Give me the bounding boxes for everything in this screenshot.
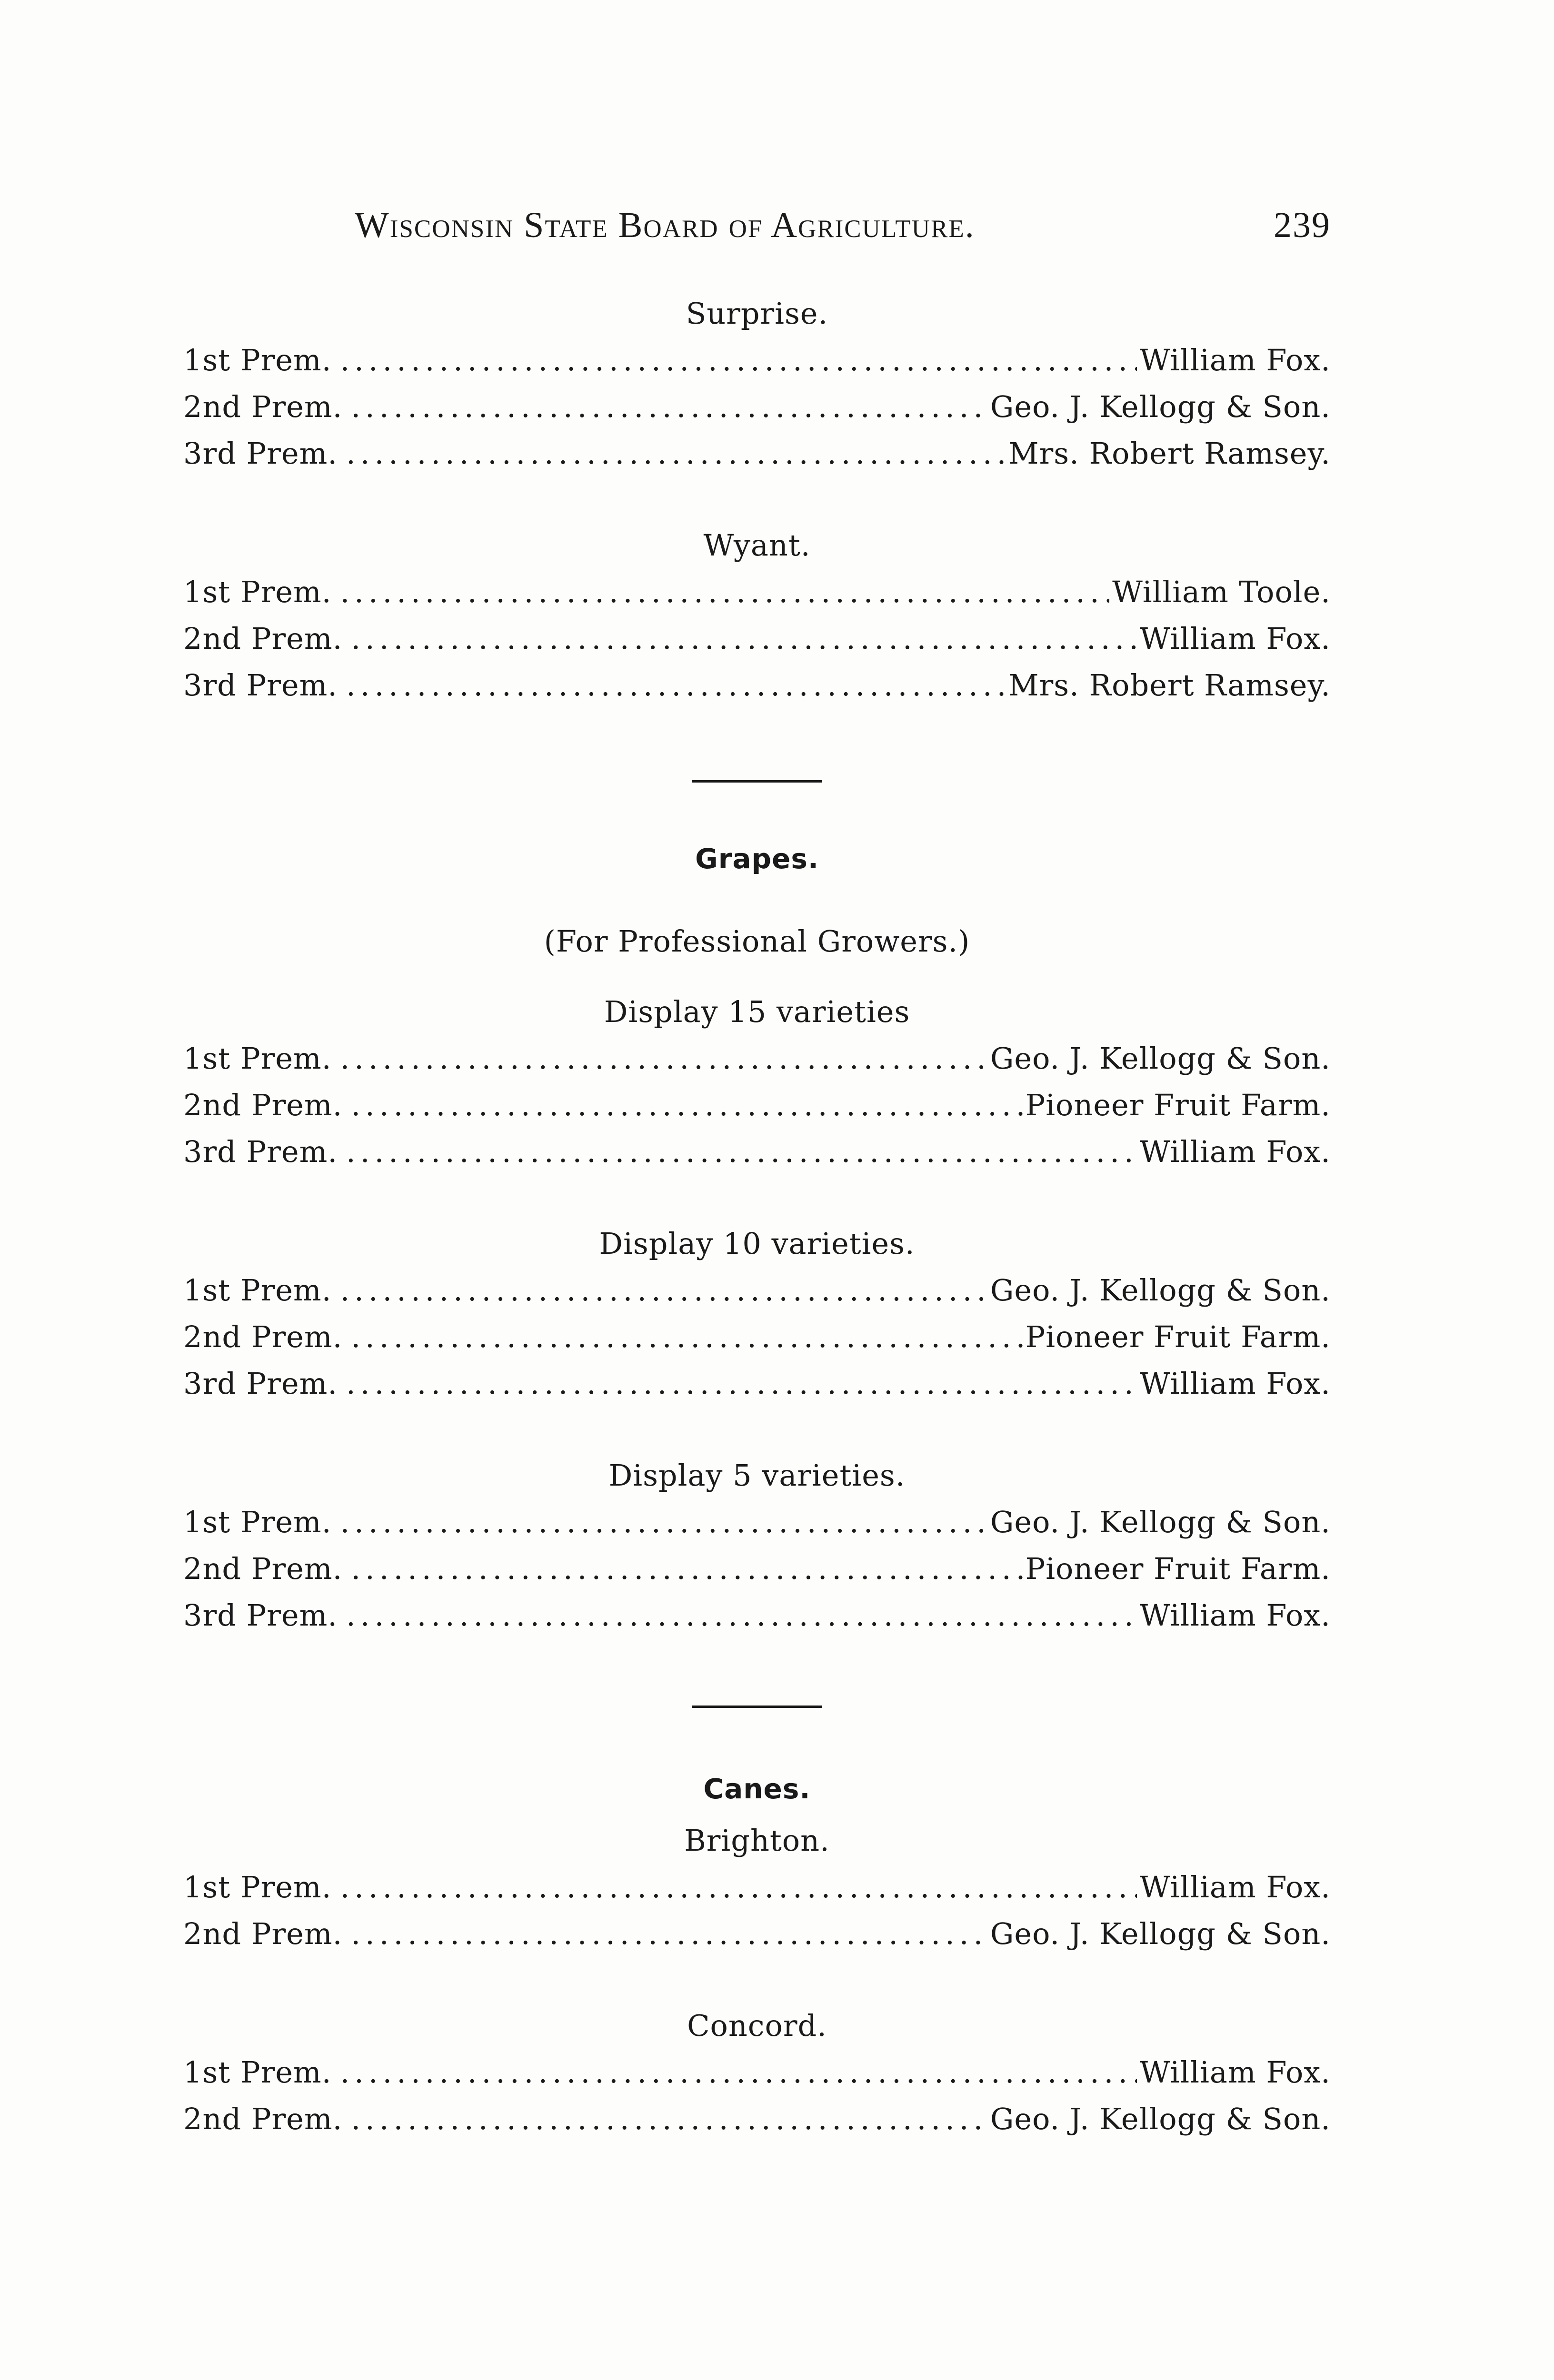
section-divider — [183, 1639, 1331, 1763]
premium-label: 1st Prem. — [183, 575, 332, 609]
premium-winner: Geo. J. Kellogg & Son. — [990, 1916, 1331, 1951]
premium-row — [183, 2049, 1331, 2096]
premium-label: 1st Prem. — [183, 343, 332, 377]
subsection-heading: Display 10 varieties. — [599, 1226, 915, 1261]
premium-winner: Pioneer Fruit Farm. — [1025, 1088, 1331, 1122]
page-content — [183, 290, 1331, 2142]
premium-label: 2nd Prem. — [183, 389, 343, 424]
premium-winner: William Fox. — [1139, 1366, 1331, 1401]
dot-leader — [346, 430, 1006, 477]
spacer — [183, 965, 1331, 989]
section-heading: Canes. — [703, 1773, 811, 1805]
premium-row — [183, 1911, 1331, 1957]
dot-leader — [340, 337, 1137, 384]
premium-row — [183, 1082, 1331, 1129]
spacer — [183, 885, 1331, 918]
spacer — [183, 477, 1331, 522]
premium-winner: William Fox. — [1139, 1598, 1331, 1633]
dot-leader — [346, 662, 1006, 709]
dot-leader — [351, 1082, 1022, 1129]
subsection-heading: Concord. — [687, 2008, 827, 2043]
premium-winner: Geo. J. Kellogg & Son. — [990, 1505, 1331, 1539]
dot-leader — [351, 2096, 987, 2142]
premium-winner: Geo. J. Kellogg & Son. — [990, 389, 1331, 424]
dot-leader — [351, 1546, 1022, 1592]
premium-row — [183, 662, 1331, 709]
divider-rule — [692, 1706, 822, 1708]
premium-label: 3rd Prem. — [183, 1366, 338, 1401]
premium-label: 3rd Prem. — [183, 668, 338, 703]
premium-winner: Mrs. Robert Ramsey. — [1008, 436, 1331, 471]
section-canes — [183, 1763, 1331, 2142]
dot-leader — [351, 1314, 1022, 1360]
premium-label: 1st Prem. — [183, 1505, 332, 1539]
premium-label: 1st Prem. — [183, 1041, 332, 1076]
section-heading: Wyant. — [703, 528, 811, 563]
premium-winner: William Fox. — [1139, 621, 1331, 656]
dot-leader — [340, 2049, 1137, 2096]
dot-leader — [340, 1864, 1137, 1911]
section-divider — [183, 709, 1331, 833]
section-surprise — [183, 290, 1331, 477]
premium-label: 1st Prem. — [183, 1870, 332, 1904]
subsection-heading: Brighton. — [684, 1823, 830, 1858]
premium-row — [183, 1546, 1331, 1592]
premium-row — [183, 430, 1331, 477]
dot-leader — [340, 1035, 987, 1082]
dot-leader — [346, 1360, 1137, 1407]
subsection-heading: Display 15 varieties — [604, 994, 910, 1029]
premium-label: 2nd Prem. — [183, 621, 343, 656]
premium-winner: William Fox. — [1139, 343, 1331, 377]
book-page — [183, 0, 1331, 2380]
premium-label: 2nd Prem. — [183, 2102, 343, 2136]
spacer — [183, 1957, 1331, 2003]
dot-leader — [340, 1499, 987, 1546]
premium-label: 1st Prem. — [183, 2055, 332, 2090]
premium-row — [183, 615, 1331, 662]
premium-row — [183, 1864, 1331, 1911]
premium-label: 3rd Prem. — [183, 1134, 338, 1169]
premium-winner: William Fox. — [1139, 2055, 1331, 2090]
section-subheading: (For Professional Growers.) — [544, 924, 970, 959]
premium-row — [183, 384, 1331, 430]
premium-row — [183, 2096, 1331, 2142]
premium-label: 2nd Prem. — [183, 1088, 343, 1122]
spacer — [183, 1175, 1331, 1220]
premium-row — [183, 1592, 1331, 1639]
dot-leader — [351, 1911, 987, 1957]
section-heading: Grapes. — [695, 843, 819, 875]
running-head-title: Wisconsin State Board of Agriculture. — [355, 205, 975, 245]
page-number: 239 — [1274, 205, 1331, 245]
premium-winner: Pioneer Fruit Farm. — [1025, 1319, 1331, 1354]
dot-leader — [346, 1129, 1137, 1175]
premium-label: 3rd Prem. — [183, 436, 338, 471]
section-heading: Surprise. — [686, 296, 828, 331]
dot-leader — [346, 1592, 1137, 1639]
premium-winner: Pioneer Fruit Farm. — [1025, 1551, 1331, 1586]
dot-leader — [351, 384, 987, 430]
premium-label: 3rd Prem. — [183, 1598, 338, 1633]
premium-label: 1st Prem. — [183, 1273, 332, 1308]
section-grapes — [183, 833, 1331, 1639]
premium-label: 2nd Prem. — [183, 1551, 343, 1586]
premium-row — [183, 1267, 1331, 1314]
premium-label: 2nd Prem. — [183, 1916, 343, 1951]
divider-rule — [692, 780, 822, 783]
premium-winner: William Fox. — [1139, 1870, 1331, 1904]
premium-winner: Geo. J. Kellogg & Son. — [990, 1273, 1331, 1308]
section-wyant — [183, 522, 1331, 709]
subsection-heading: Display 5 varieties. — [608, 1458, 906, 1493]
spacer — [183, 1407, 1331, 1452]
premium-winner: William Fox. — [1139, 1134, 1331, 1169]
premium-row — [183, 1129, 1331, 1175]
premium-label: 2nd Prem. — [183, 1319, 343, 1354]
dot-leader — [351, 615, 1137, 662]
premium-row — [183, 1499, 1331, 1546]
premium-row — [183, 337, 1331, 384]
premium-row — [183, 569, 1331, 615]
premium-row — [183, 1035, 1331, 1082]
running-head — [355, 205, 1331, 257]
premium-row — [183, 1314, 1331, 1360]
premium-winner: Geo. J. Kellogg & Son. — [990, 2102, 1331, 2136]
dot-leader — [340, 1267, 987, 1314]
premium-winner: Geo. J. Kellogg & Son. — [990, 1041, 1331, 1076]
dot-leader — [340, 569, 1109, 615]
premium-winner: Mrs. Robert Ramsey. — [1008, 668, 1331, 703]
premium-row — [183, 1360, 1331, 1407]
premium-winner: William Toole. — [1112, 575, 1331, 609]
